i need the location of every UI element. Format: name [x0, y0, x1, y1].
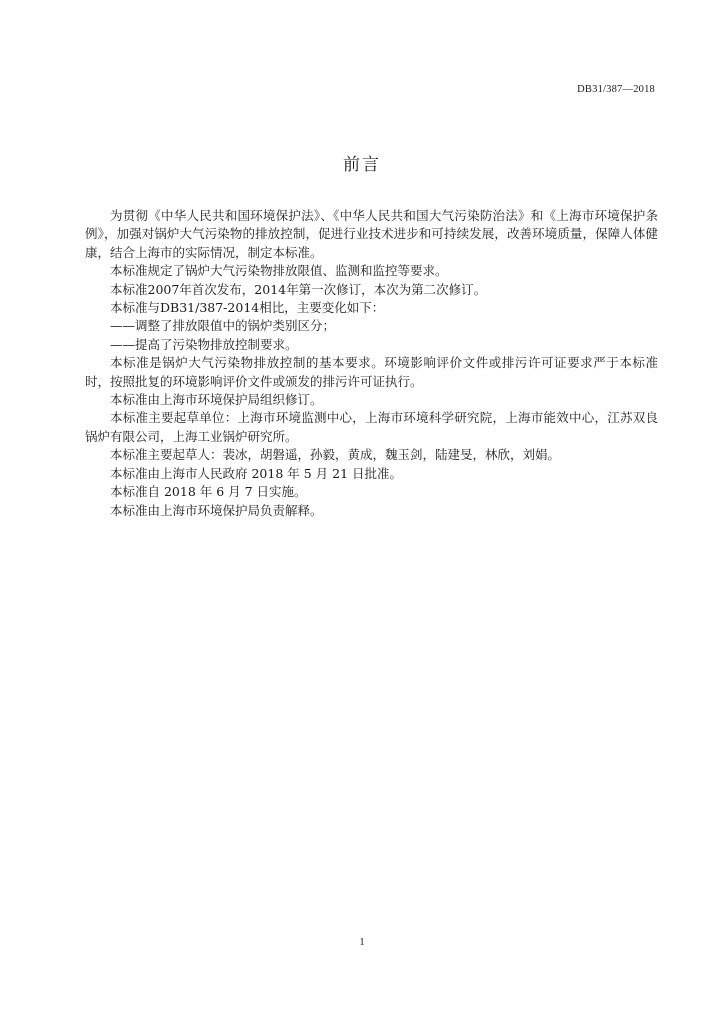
paragraph-basic-requirement: 本标准是锅炉大气污染物排放控制的基本要求。环境影响评价文件或排污许可证要求严于本标准时，按照批复的环境影响评价文件或颁发的排污许可证执行。 — [85, 355, 658, 389]
paragraph-drafting-units: 本标准主要起草单位：上海市环境监测中心，上海市环境科学研究院，上海市能效中心，江苏双良锅炉有限公司，上海工业锅炉研究所。 — [85, 410, 658, 444]
paragraph-scope: 本标准规定了锅炉大气污染物排放限值、监测和监控等要求。 — [110, 263, 448, 279]
paragraph-revision-organizer: 本标准由上海市环境保护局组织修订。 — [110, 392, 323, 408]
paragraph-approval: 本标准由上海市人民政府 2018 年 5 月 21 日批准。 — [110, 465, 403, 481]
paragraph-implementation: 本标准自 2018 年 6 月 7 日实施。 — [110, 484, 307, 500]
paragraph-history: 本标准2007年首次发布，2014年第一次修订，本次为第二次修订。 — [110, 281, 487, 297]
page-title: 前言 — [343, 155, 381, 175]
foreword-body — [85, 207, 658, 520]
document-code: DB31/387—2018 — [577, 84, 655, 95]
paragraph-change-item-2: ——提高了污染物排放控制要求。 — [110, 336, 298, 352]
paragraph-interpretation: 本标准由上海市环境保护局负责解释。 — [110, 502, 323, 518]
paragraph-drafters: 本标准主要起草人：裴冰，胡磐遥，孙毅，黄成，魏玉剑，陆建旻，林欣，刘娟。 — [110, 447, 561, 463]
paragraph-purpose: 为贯彻《中华人民共和国环境保护法》、《中华人民共和国大气污染防治法》和《上海市环境保护条例》，加强对锅炉大气污染物的排放控制，促进行业技术进步和可持续发展，改善环境质量，保障人体健康，结合上海市的实际情况，制定本标准。 — [85, 208, 658, 260]
paragraph-changes-intro: 本标准与DB31/387-2014相比，主要变化如下： — [110, 300, 385, 316]
paragraph-change-item-1: ——调整了排放限值中的锅炉类别区分； — [110, 318, 336, 334]
page-number: 1 — [359, 937, 365, 948]
